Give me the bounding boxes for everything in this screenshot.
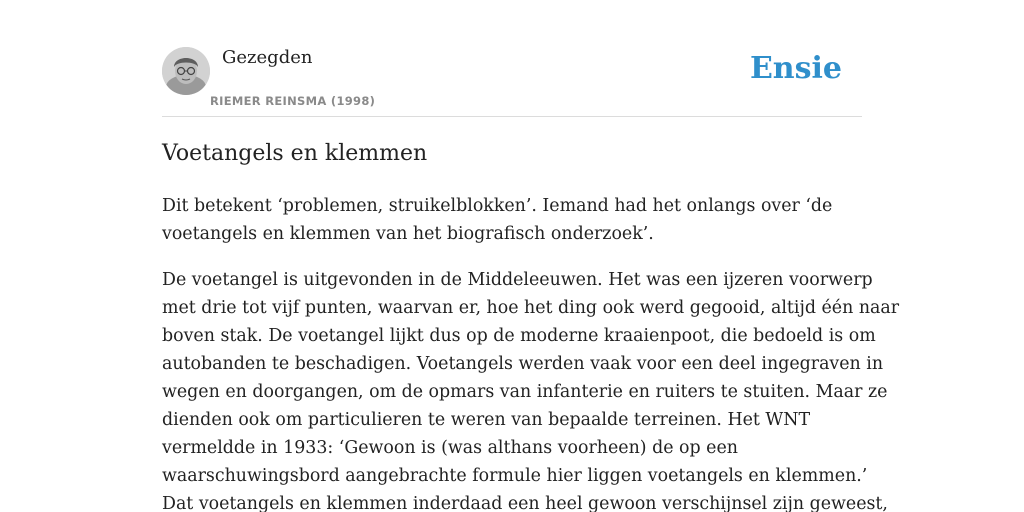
paragraph-line: voetangels en klemmen van het biografisch onderzoek’. — [162, 224, 654, 244]
site-logo[interactable]: Ensie — [749, 51, 842, 86]
paragraph-line: vermeldde in 1933: ‘Gewoon is (was althans voorheen) de op een — [162, 438, 738, 458]
article — [162, 138, 900, 512]
paragraph-line: De voetangel is uitgevonden in de Middeleeuwen. Het was een ijzeren voorwerp — [162, 270, 873, 290]
paragraph-line: boven stak. De voetangel lijkt dus op de moderne kraaienpoot, die bedoeld is om — [162, 326, 876, 346]
collection-title[interactable]: Gezegden — [222, 47, 313, 68]
author-portrait-icon — [162, 47, 210, 95]
header — [162, 0, 862, 117]
author-avatar[interactable] — [162, 47, 210, 95]
paragraph-line: dienden ook om particulieren te weren van bepaalde terreinen. Het WNT — [162, 410, 811, 430]
paragraph-line: Dat voetangels en klemmen inderdaad een heel gewoon verschijnsel zijn geweest, — [162, 494, 888, 512]
paragraph-line: waarschuwingsbord aangebrachte formule hier liggen voetangels en klemmen.’ — [162, 466, 868, 486]
paragraph-line: Dit betekent ‘problemen, struikelblokken’. Iemand had het onlangs over ‘de — [162, 196, 833, 216]
paragraph-line: autobanden te beschadigen. Voetangels werden vaak voor een deel ingegraven in — [162, 354, 884, 374]
author-byline: RIEMER REINSMA (1998) — [210, 94, 376, 108]
article-title: Voetangels en klemmen — [162, 141, 428, 166]
article-paragraph — [162, 192, 862, 248]
paragraph-line: wegen en doorgangen, om de opmars van infanterie en ruiters te stuiten. Maar ze — [162, 382, 888, 402]
paragraph-line: met drie tot vijf punten, waarvan er, hoe het ding ook werd gegooid, altijd één naar — [162, 298, 900, 318]
article-paragraph — [162, 266, 900, 512]
